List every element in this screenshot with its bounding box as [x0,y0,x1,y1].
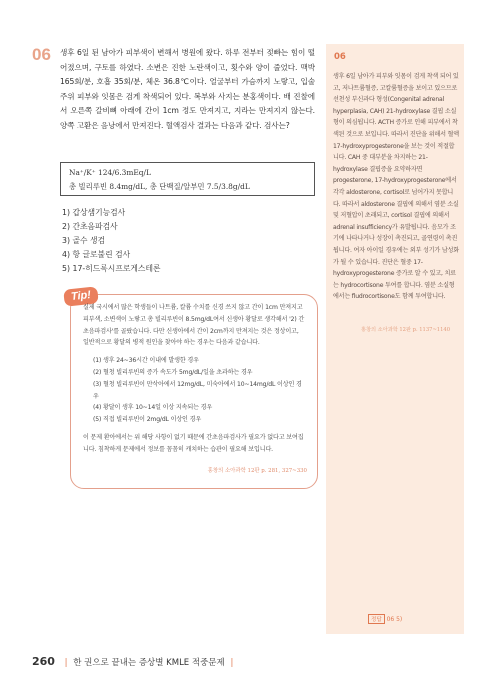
choice-2: 2) 간초음파검사 [62,222,118,231]
answer-value: 06 5) [386,616,403,623]
tip-item-1: (1) 생후 24~36시간 이내에 발생한 경우 [93,357,199,365]
lab-line-electrolytes: Na⁺/K⁺ 124/6.3mEq/L [69,168,151,177]
explanation-sidebar [326,44,464,634]
tip-outro: 이 문제 환아에서는 위 해당 사항이 없기 때문에 간초음파검사가 필요가 없다고 보여집니다. 침착하게 문제에서 정보를 꼼꼼히 캐치하는 습관이 필요해 보입니다. [83,433,304,453]
footer-divider-end: | [230,658,234,668]
answer-label: 정답 [368,614,385,624]
sidebar-explanation: 생후 6일 남아가 피부와 잇몸이 검게 착색 되어 있고, 저나트륨혈증, 고칼륨혈증을 보이고 있으므로 선천성 부신과다 형성(Congenital adrenal hyperplasia, CAH) 21-hydroxylase 결핍 소실형이 의심됩니다. ACTH 증가로 인해 피부에서 착색된 것으로 보입니다. 따라서 진단을 위해서 혈액 17-hydroxyprogesterone을 보는 것이 적절합니다. CAH 중 대부분을 차지하는 21-hydroxylase 결핍증을 요약하자면 progesterone, 17-hydroxyprogesterone에서 각각 aldosterone, cortisol로 넘어가지 못합니다. 따라서 aldosterone 결핍에 의해서 염분 소실 및 저혈압이 초래되고, cortisol 결핍에 의해서 adrenal insufficiency가 유발됩니다. 음모가 조기에 나타나거나 성장이 촉진되고, 골연령이 촉진됩니다. 여자 아이일 경우에는 외부 성기가 남성화가 될 수 있습니다. 진단은 혈중 17-hydroxyprogesterone 증가로 알 수 있고, 치료는 hydrocortisone 투여를 합니다. 염분 소실형에서는 fludrocortisone도 함께 투여합니다. [333,73,459,301]
answer-choices [62,206,161,276]
choice-1: 1) 갑상샘기능검사 [62,208,126,217]
page-number: 260 [32,655,55,668]
choice-4: 4) 항 글로불린 검사 [62,250,131,259]
tip-item-5: (5) 직접 빌리루빈이 2mg/dL 이상인 경우 [93,416,202,424]
tip-item-4: (4) 황달이 생후 10~14일 이상 지속되는 경우 [93,404,213,412]
choice-3: 3) 골수 생검 [62,236,106,245]
sidebar-reference: 홍창의 소아과학 12판 p. 1137~1140 [360,327,450,333]
tip-list [93,355,305,426]
answer-key [368,614,402,624]
sidebar-number: 06 [334,52,346,62]
tip-intro: 실제 국시에서 많은 학생들이 나트륨, 칼륨 수치를 신경 쓰지 않고 간이 1cm 만져지고 피부색, 소변색이 노랗고 총 빌리루빈이 8.5mg/dL여서 신생아 황달로 생각해서 '2) 간초음파검사'를 골랐습니다. 다만 신생아에서 간이 2cm까지 만져지는 것은 정상이고, 일반적으로 황달의 병적 원인을 찾아야 하는 경우는 다음과 같습니다. [83,304,305,347]
question-number: 06 [32,45,51,64]
footer-divider: | [64,658,68,668]
tip-item-2: (2) 혈청 빌리루빈의 증가 속도가 5mg/dL/일을 초과하는 경우 [93,368,253,376]
tip-item-3: (3) 혈청 빌리루빈이 만삭아에서 12mg/dL, 미숙아에서 10~14mg/dL 이상인 경우 [93,380,302,400]
tip-reference: 홍창의 소아과학 12판 p. 281, 327~330 [207,468,307,474]
tip-body [83,302,305,456]
lab-results-box [60,162,315,196]
book-title: 한 권으로 끝내는 증상별 KMLE 적중문제 [73,658,225,668]
choice-5: 5) 17-히드록시프로게스테론 [62,264,161,273]
page-footer [32,655,236,668]
question-text: 생후 6일 된 남아가 피부색이 변해서 병원에 왔다. 하루 전부터 젖빠는 힘이 떨어졌으며, 구토를 하였다. 소변은 진한 노란색이고, 횟수와 양이 줄었다. 맥박 165회/분, 호흡 35회/분, 체온 36.8℃이다. 얼굴부터 가슴까지 노랗고, 입술 주위 피부와 잇몸은 검게 착색되어 있다. 복부와 사지는 분홍색이다. 배 진찰에서 오른쪽 갈비뼈 아래에 간이 1cm 정도 만져지고, 지라는 만져지지 않는다. 양쪽 고환은 음낭에서 만져진다. 혈액검사 결과는 다음과 같다. 검사는? [60,48,315,130]
tip-badge: Tip! [63,286,99,306]
lab-line-bilirubin: 총 빌리루빈 8.4mg/dL, 총 단백질/알부민 7.5/3.8g/dL [69,182,250,191]
